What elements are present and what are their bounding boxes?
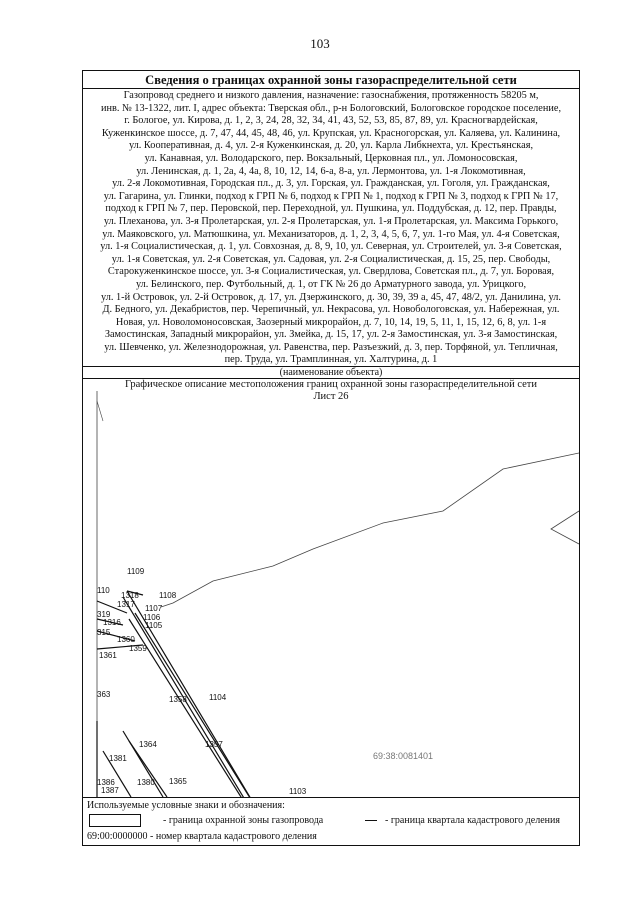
point-label-1317: 1317	[117, 600, 135, 609]
point-label-1105: 1105	[145, 621, 163, 630]
description-line: Куженкинское шоссе, д. 7, 47, 44, 45, 48, 46, ул. Крупская, ул. Красногорская, ул. Каляева, ул. Калинина,	[101, 127, 561, 139]
page-number: 103	[310, 36, 330, 51]
cadastral-boundary	[97, 401, 103, 421]
cadastral-boundary	[551, 511, 579, 544]
point-label-1361: 1361	[99, 651, 117, 660]
object-description	[83, 89, 579, 367]
cadastral-boundary	[161, 453, 579, 607]
description-line: Д. Бедного, ул. Декабристов, пер. Черепичный, ул. Некрасова, ул. Новобологовская, ул. Набережная, ул.	[102, 304, 560, 316]
description-line: ул. 1-я Советская, ул. 2-я Советская, ул. Садовая, ул. 2-я Социалистическая, д. 15, 25, пер. Свободы,	[111, 253, 551, 265]
point-label-1357: 1357	[205, 740, 223, 749]
legend-title: Используемые условные знаки и обозначения:	[87, 800, 285, 811]
description-line: ул. Ленинская, д. 1, 2а, 4, 4а, 8, 10, 12, 14, 6-а, 8-а, ул. Лермонтова, ул. 1-я Локомотивная,	[136, 165, 526, 177]
cadastral-boundary-legend-symbol	[365, 820, 377, 821]
description-line: пер. Труда, ул. Трамплинная, ул. Халтурина, д. 1	[224, 354, 438, 366]
description-line: ул. Канавная, ул. Володарского, пер. Вокзальный, Церковная пл., ул. Ломоносовская,	[144, 152, 518, 164]
sheet-label: Лист 26	[313, 391, 349, 402]
point-label-1380: 1380	[137, 778, 155, 787]
point-label-319: 319	[97, 610, 111, 619]
point-label-1107: 1107	[145, 604, 163, 613]
description-line: Замостинская, Западный микрорайон, ул. Змейка, д. 15, 17, ул. 2-я Замостинская, ул. 3-я Замостинская,	[104, 329, 558, 341]
cadastral-number-label: 69:38:0081401	[373, 751, 434, 761]
point-label-1359: 1359	[129, 644, 147, 653]
object-name-caption: (наименование объекта)	[83, 367, 579, 379]
description-line: ул. Шевченко, ул. Железнодорожная, ул. Равенства, пер. Разъезжий, д. 3, пер. Торфяной, ул. Тепличная,	[104, 341, 558, 353]
description-line: ул. Белинского, пер. Футбольный, д. 1, от ГК № 26 до Арматурного завода, ул. Урицкого,	[135, 278, 527, 290]
description-line: инв. № 13-1322, лит. I, адрес объекта: Тверская обл., р-н Бологовский, Бологовское городское поселение,	[100, 102, 562, 114]
boundary-map	[83, 391, 579, 797]
legend-item-protection-zone: - граница охранной зоны газопровода	[163, 815, 324, 826]
section-title: Сведения о границах охранной зоны газораспределительной сети	[83, 71, 579, 89]
point-label-1387: 1387	[101, 786, 119, 795]
graphic-description-title: Графическое описание местоположения границ охранной зоны газораспределительной сети	[124, 379, 538, 390]
point-label-1106: 1106	[143, 613, 161, 622]
point-label-1381: 1381	[109, 754, 127, 763]
description-line: ул. 1-я Социалистическая, д. 1, ул. Совхозная, д. 8, 9, 10, ул. Северная, ул. Строителей, ул. 3-я Советская,	[100, 241, 562, 253]
point-label-1316: 1316	[103, 618, 121, 627]
point-label-1386: 1386	[97, 778, 115, 787]
point-label-1358: 1358	[169, 695, 187, 704]
point-label-1109: 1109	[127, 567, 145, 576]
document-frame	[82, 70, 580, 846]
description-line: ул. Маяковского, ул. Матюшкина, ул. Механизаторов, д. 1, 2, 3, 4, 5, 6, 7, ул. 1-го Мая, ул. 4-я Советская,	[102, 228, 560, 240]
description-line: Газопровод среднего и низкого давления, назначение: газоснабжения, протяженность 58205 м,	[123, 90, 539, 101]
legend-item-cadastral-number: 69:00:0000000 - номер квартала кадастрового деления	[87, 831, 317, 842]
point-label-315: 315	[97, 628, 111, 637]
point-label-1360: 1360	[117, 635, 135, 644]
protection-zone-legend-symbol	[89, 814, 141, 827]
point-label-1108: 1108	[159, 591, 177, 600]
description-line: ул. Гагарина, ул. Глинки, подход к ГРП № 6, подход к ГРП № 1, подход к ГРП № 3, подход к ГРП № 17,	[103, 190, 559, 202]
protection-zone-boundary	[97, 591, 288, 797]
boundary-map-drawing	[83, 391, 579, 797]
point-label-1104: 1104	[209, 693, 227, 702]
description-line: Новая, ул. Новоломоносовская, Заозерный микрорайон, д. 7, 10, 14, 19, 5, 11, 1, 15, 12, 6, 8, ул. 1-я	[115, 316, 547, 328]
description-line: г. Бологое, ул. Кирова, д. 1, 2, 3, 24, 28, 32, 34, 41, 43, 52, 53, 85, 87, 89, ул. Красногвардейская,	[124, 115, 538, 127]
description-line: ул. Плеханова, ул. 3-я Пролетарская, ул. 2-я Пролетарская, ул. 1-я Пролетарская, ул. Максима Горького,	[103, 215, 559, 227]
point-label-1103: 1103	[289, 787, 307, 796]
description-line: ул. 2-я Локомотивная, Городская пл., д. 3, ул. Горская, ул. Гражданская, ул. Гоголя, ул. Гражданская,	[112, 178, 550, 190]
description-line: подход к ГРП № 7, пер. Перовской, пер. Переходной, ул. Пушкина, ул. Поддубская, д. 12, пер. Правды,	[105, 203, 557, 215]
description-line: ул. Кооперативная, д. 4, ул. 2-я Куженкинская, д. 20, ул. Карла Либкнехта, ул. Крестьянская,	[128, 140, 534, 152]
point-label-1365: 1365	[169, 777, 187, 786]
point-label-110: 110	[97, 586, 110, 595]
point-label-1318: 1318	[121, 591, 139, 600]
legend	[83, 797, 579, 845]
legend-item-cadastral-boundary: - граница квартала кадастрового деления	[385, 815, 560, 826]
description-line: Старокуженкинское шоссе, ул. 3-я Социалистическая, ул. Свердлова, Советская пл., д. 7, ул. Боровая,	[107, 266, 555, 278]
description-line: ул. 1-й Островок, ул. 2-й Островок, д. 17, ул. Дзержинского, д. 30, 39, 39 а, 45, 47, 48/2, ул. Данилина, ул.	[101, 291, 561, 303]
point-label-363: 363	[97, 690, 111, 699]
point-label-1364: 1364	[139, 740, 157, 749]
